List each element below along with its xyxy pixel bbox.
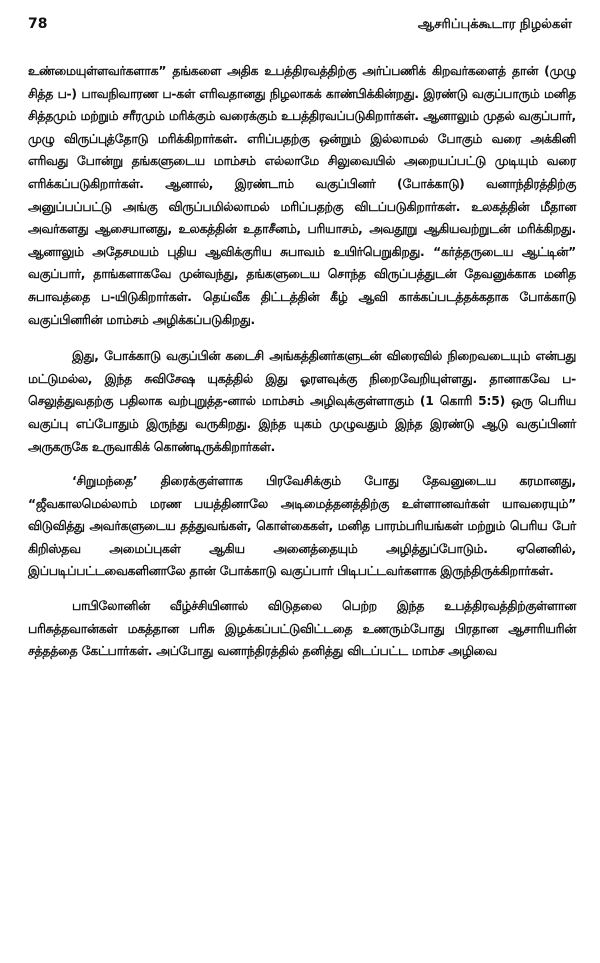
page-number: 78: [28, 16, 48, 32]
paragraph-4: பாபிலோனின் வீழ்ச்சியினால் விடுதலை பெற்ற இந்த உபத்திரவத்திற்குள்ளான பரிசுத்தவான்கள் மகத்தான பரிசு இழக்கப்பட்டுவிட்டதை உணரும்போது பிரதான ஆசாரியரின் சத்தத்தை கேட்பார்கள். அப்போது வனாந்திரத்தில் தனித்து விடப்பட்ட மாம்ச அழிவை: [28, 599, 576, 659]
paragraph-3: ‘சிறுமந்தை’ திரைக்குள்ளாக பிரவேசிக்கும் போது தேவனுடைய கரமானது, “ஜீவகாலமெல்லாம் மரண பயத்தினாலே அடிமைத்தனத்திற்கு உள்ளானவர்கள் யாவரையும்” விடுவித்து அவர்களுடைய தத்துவங்கள், கொள்கைகள், மனித பாரம்பரியங்கள் மற்றும் பெரிய பேர் கிறிஸ்தவ அமைப்புகள் ஆகிய அனைத்தையும் அழித்துப்போடும். ஏனெனில், இப்படிப்பட்டவைகளினாலே தான் போக்காடு வகுப்பார் பிடிபட்டவர்களாக இருந்திருக்கிறார்கள்.: [28, 474, 576, 579]
running-title: ஆசரிப்புக்கூடார நிழல்கள்: [417, 17, 572, 32]
page-header: [28, 16, 576, 60]
paragraph-2: இது, போக்காடு வகுப்பின் கடைசி அங்கத்தினர்களுடன் விரைவில் நிறைவடையும் என்பது மட்டுமல்ல, இந்த சுவிசேஷ யுகத்தில் இது ஓரளவுக்கு நிறைவேறியுள்ளது. தானாகவே ப-செலுத்துவதற்கு பதிலாக வற்புறுத்த-னால் மாம்சம் அழிவுக்குள்ளாகும் (1 கொரி 5:5) ஒரு பெரிய வகுப்பு எப்போதும் இருந்து வருகிறது. இந்த யுகம் முழுவதும் இந்த இரண்டு ஆடு வகுப்பினர் அருகருகே உருவாகிக் கொண்டிருக்கிறார்கள்.: [28, 349, 576, 454]
paragraph-1: உண்மையுள்ளவர்களாக” தங்களை அதிக உபத்திரவத்திற்கு அர்ப்பணிக் கிறவர்களைத் தான் (முழு சித்த ப-) பாவநிவாரண ப-கள் எரிவதானது நிழலாகக் காண்பிக்கின்றது. இரண்டு வகுப்பாரும் மனித சித்தமும் மற்றும் சரீரமும் மரிக்கும் வரைக்கும் உபத்திரவப்படுகிறார்கள். ஆனாலும் முதல் வகுப்பார், முழு விருப்புத்தோடு மரிக்கிறார்கள். எரிப்பதற்கு ஒன்றும் இல்லாமல் போகும் வரை அக்கினி எரிவது போன்று தங்களுடைய மாம்சம் எல்லாமே சிலுவையில் அறையப்பட்டு முடியும் வரை எரிக்கப்படுகிறார்கள். ஆனால், இரண்டாம் வகுப்பினர் (போக்காடு) வனாந்திரத்திற்கு அனுப்பப்பட்டு அங்கு விருப்பமில்லாமல் மரிப்பதற்கு விடப்படுகிறார்கள். உலகத்தின் மீதான அவர்களது ஆசையானது, உலகத்தின் உதாசீனம், பரியாசம், அவதூறு ஆகியவற்றுடன் மரிக்கிறது. ஆனாலும் அதேசமயம் புதிய ஆவிக்குரிய சுபாவம் உயிர்பெறுகிறது. “கர்த்தருடைய ஆட்டின்” வகுப்பார், தாங்களாகவே முன்வந்து, தங்களுடைய சொந்த விருப்பத்துடன் தேவனுக்காக மனித சுபாவத்தை ப-யிடுகிறார்கள். தெய்வீக திட்டத்தின் கீழ் ஆவி காக்கப்படத்தக்கதாக போக்காடு வகுப்பினரின் மாம்சம் அழிக்கப்படுகிறது.: [28, 64, 576, 327]
